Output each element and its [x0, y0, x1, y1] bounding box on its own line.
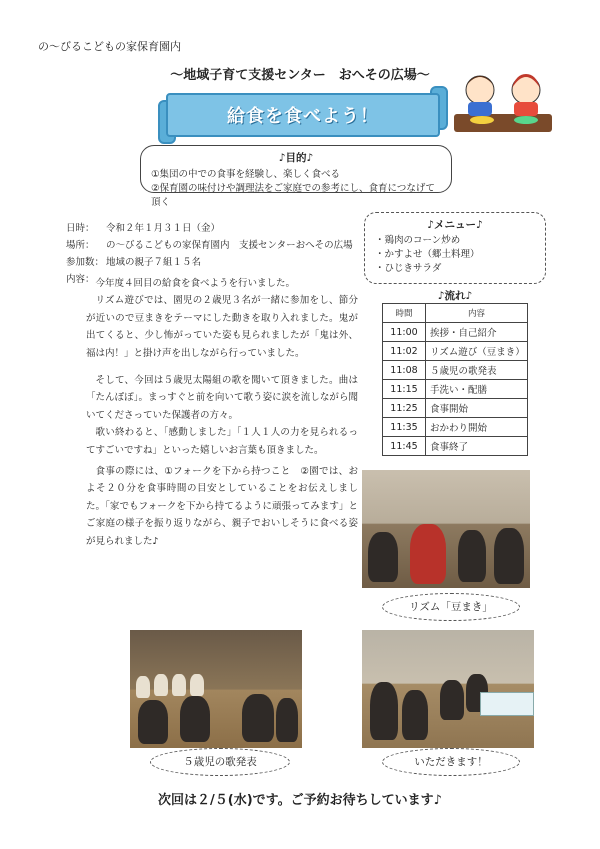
- date-value: 令和２年１月３１日（金）: [106, 223, 221, 234]
- menu-item: ・ひじきサラダ: [375, 263, 442, 274]
- menu-box: [364, 212, 546, 284]
- col-header-time: 時間: [383, 304, 426, 323]
- row-time: 11:08: [383, 361, 426, 380]
- row-time: 11:25: [383, 399, 426, 418]
- place-label: 場所：: [66, 240, 95, 251]
- row-content: リズム遊び（豆まき）: [426, 342, 528, 361]
- report-paragraph: リズム遊びでは、園児の２歳児３名が一緒に参加をし、節分が近いので豆まきをテーマにした動きを取り入れました。鬼が出てくると、少し怖がっていた姿も見られましたが「鬼は外、福は内！」と掛け声を出しながら行っていました。: [86, 295, 358, 359]
- date-label: 日時：: [66, 223, 95, 234]
- table-row: [383, 399, 528, 418]
- row-content: 食事終了: [426, 437, 528, 456]
- caption-meal: いただきます！: [382, 748, 520, 776]
- report-paragraph: そして、今回は５歳児太陽組の歌を聞いて頂きました。曲は「たんぽぽ」。まっすぐと前を向いて歌う姿に涙を流しながら聞いてくださっていた保護者の方々。: [86, 375, 358, 421]
- photo-rhythm-play: [362, 470, 530, 588]
- table-row: [383, 361, 528, 380]
- schedule-table: [382, 303, 528, 456]
- content-label: 内容：: [66, 274, 95, 285]
- row-time: 11:15: [383, 380, 426, 399]
- row-time: 11:35: [383, 418, 426, 437]
- row-time: 11:02: [383, 342, 426, 361]
- event-title-banner: [166, 93, 440, 137]
- table-row: [383, 323, 528, 342]
- participants-value: 地域の親子７組１５名: [106, 257, 202, 268]
- row-content: おかわり開始: [426, 418, 528, 437]
- row-content: 手洗い・配膳: [426, 380, 528, 399]
- next-session-notice: 次回は２/５(水)です。ご予約お待ちしています♪: [158, 793, 442, 808]
- organization-name: の〜びるこどもの家保育園内: [38, 40, 181, 53]
- menu-item: ・かすよせ（郷土料理）: [375, 249, 480, 260]
- row-content: 挨拶・自己紹介: [426, 323, 528, 342]
- menu-item: ・鶏肉のコーン炒め: [375, 235, 461, 246]
- row-time: 11:45: [383, 437, 426, 456]
- col-header-content: 内容: [426, 304, 528, 323]
- row-content: ５歳児の歌発表: [426, 361, 528, 380]
- purpose-item-1: ①集団の中での食事を経験し、楽しく食べる: [151, 169, 341, 180]
- place-value: の〜びるこどもの家保育園内 支援センターおへその広場: [106, 240, 353, 251]
- participants-label: 参加数：: [66, 257, 105, 268]
- caption-rhythm: リズム「豆まき」: [382, 593, 520, 621]
- table-row: [383, 342, 528, 361]
- table-row: [383, 437, 528, 456]
- purpose-heading: ♪目的♪: [278, 152, 314, 164]
- caption-song: ５歳児の歌発表: [150, 748, 290, 776]
- event-title: 給食を食べよう！: [227, 106, 379, 127]
- kids-eating-illustration: [452, 62, 554, 136]
- flow-heading: ♪流れ♪: [437, 290, 473, 302]
- menu-heading: ♪メニュー♪: [427, 219, 483, 231]
- photo-mealtime: [362, 630, 534, 748]
- purpose-item-2: ②保育園の味付けや調理法をご家庭での参考にし、食育につなげて頂く: [151, 183, 435, 208]
- table-row: [383, 380, 528, 399]
- report-body: [86, 275, 358, 550]
- report-paragraph: 歌い終わると、「感動しました」「１人１人の力を見られるってすごいですね」といった嬉しいお言葉も頂きました。: [86, 427, 358, 456]
- report-paragraph: 今年度４回目の給食を食べようを行いました。: [95, 278, 296, 289]
- photo-song-performance: [130, 630, 302, 748]
- row-content: 食事開始: [426, 399, 528, 418]
- table-row: [383, 418, 528, 437]
- purpose-box: [140, 145, 452, 208]
- center-title: 〜地域子育て支援センター おへその広場〜: [170, 68, 430, 83]
- report-paragraph: 食事の際には、①フォークを下から持つこと ②園では、およそ２０分を食事時間の目安としていることをお伝えしました。「家でもフォークを下から持てるように頑張ってみます」とご家庭の様子を振り返りながら、親子でおいしそうに食べる姿が見られました♪: [86, 466, 358, 547]
- row-time: 11:00: [383, 323, 426, 342]
